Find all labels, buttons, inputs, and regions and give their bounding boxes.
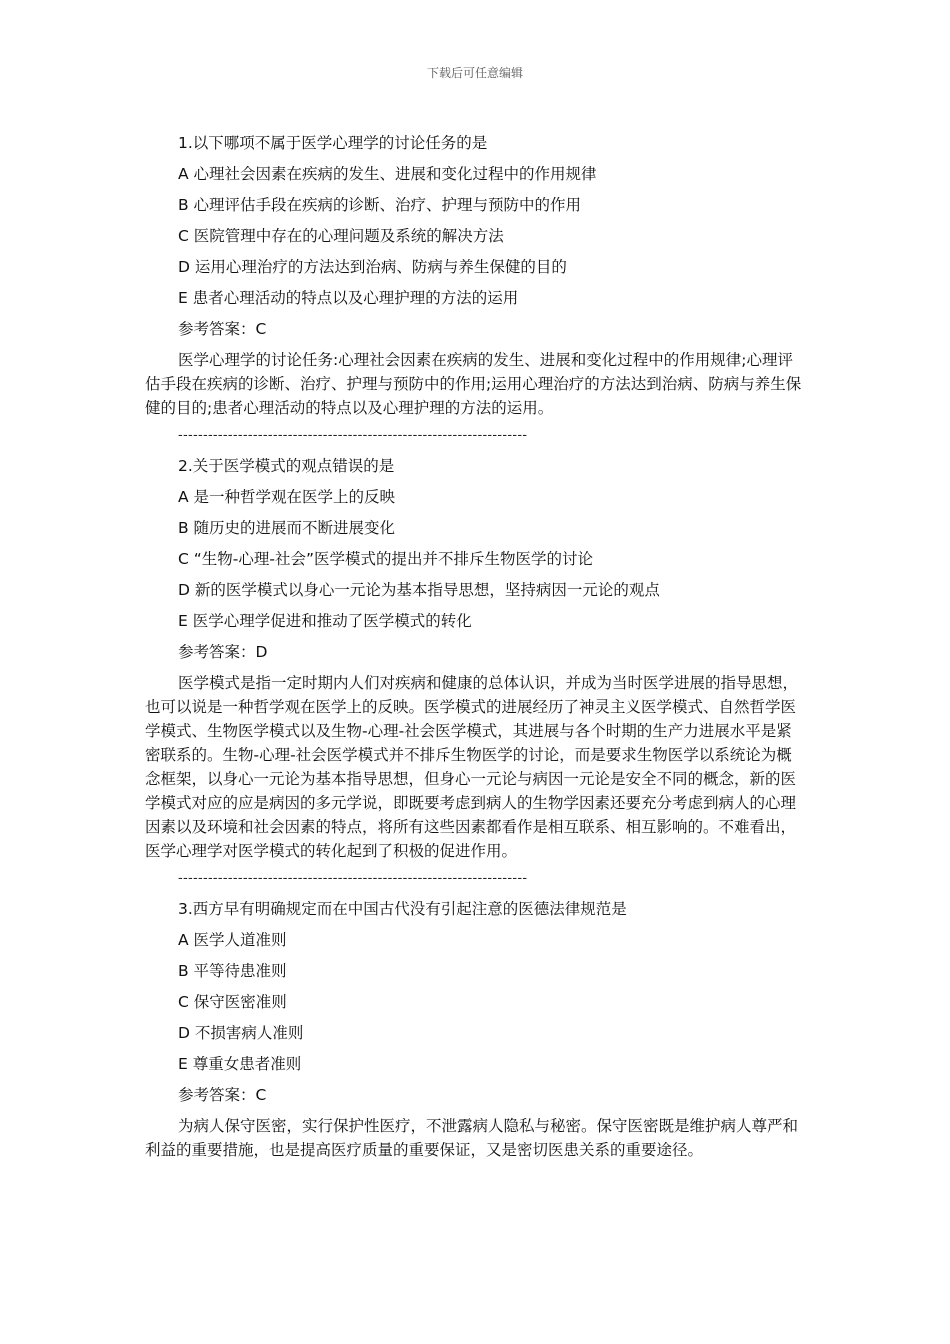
reference-answer: 参考答案：C: [178, 1086, 267, 1104]
question-2: [145, 451, 805, 864]
reference-answer: 参考答案：D: [178, 643, 268, 661]
option-e: E 尊重女患者准则: [178, 1055, 302, 1073]
question-title: 1.以下哪项不属于医学心理学的讨论任务的是: [178, 134, 488, 152]
document-body: [145, 128, 805, 1163]
option-d: D 运用心理治疗的方法达到治病、防病与养生保健的目的: [178, 258, 567, 276]
option-a: A 心理社会因素在疾病的发生、进展和变化过程中的作用规律: [178, 165, 597, 183]
question-1: [145, 128, 805, 421]
question-3: [145, 894, 805, 1163]
question-title: 3.西方早有明确规定而在中国古代没有引起注意的医德法律规范是: [178, 900, 627, 918]
option-d: D 不损害病人准则: [178, 1024, 304, 1042]
option-c: C 医院管理中存在的心理问题及系统的解决方法: [178, 227, 504, 245]
option-c: C “生物-心理-社会”医学模式的提出并不排斥生物医学的讨论: [178, 550, 593, 568]
explanation: 医学心理学的讨论任务:心理社会因素在疾病的发生、进展和变化过程中的作用规律;心理评估手段在疾病的诊断、治疗、护理与预防中的作用;运用心理治疗的方法达到治病、防病与养生保健的目的;患者心理活动的特点以及心理护理的方法的运用。: [145, 351, 802, 417]
option-b: B 心理评估手段在疾病的诊断、治疗、护理与预防中的作用: [178, 196, 582, 214]
explanation: 医学模式是指一定时期内人们对疾病和健康的总体认识，并成为当时医学进展的指导思想，也可以说是一种哲学观在医学上的反映。医学模式的进展经历了神灵主义医学模式、自然哲学医学模式、生物医学模式以及生物-心理-社会医学模式，其进展与各个时期的生产力进展水平是紧密联系的。生物-心理-社会医学模式并不排斥生物医学的讨论，而是要求生物医学以系统论为概念框架，以身心一元论为基本指导思想，但身心一元论与病因一元论是安全不同的概念，新的医学模式对应的应是病因的多元学说，即既要考虑到病人的生物学因素还要充分考虑到病人的心理因素以及环境和社会因素的特点，将所有这些因素都看作是相互联系、相互影响的。不难看出，医学心理学对医学模式的转化起到了积极的促进作用。: [145, 674, 799, 860]
explanation: 为病人保守医密，实行保护性医疗，不泄露病人隐私与秘密。保守医密既是维护病人尊严和利益的重要措施，也是提高医疗质量的重要保证，又是密切医患关系的重要途径。: [145, 1117, 799, 1159]
option-e: E 医学心理学促进和推动了医学模式的转化: [178, 612, 472, 630]
option-a: A 医学人道准则: [178, 931, 287, 949]
reference-answer: 参考答案：C: [178, 320, 267, 338]
separator-line: ----------------------------------------------------------------------: [178, 871, 528, 886]
option-a: A 是一种哲学观在医学上的反映: [178, 488, 396, 506]
option-d: D 新的医学模式以身心一元论为基本指导思想，坚持病因一元论的观点: [178, 581, 660, 599]
separator-line: ----------------------------------------------------------------------: [178, 428, 528, 443]
option-e: E 患者心理活动的特点以及心理护理的方法的运用: [178, 289, 519, 307]
question-title: 2.关于医学模式的观点错误的是: [178, 457, 395, 475]
page-header: 下载后可任意编辑: [426, 66, 523, 80]
option-b: B 随历史的进展而不断进展变化: [178, 519, 396, 537]
option-b: B 平等待患准则: [178, 962, 287, 980]
option-c: C 保守医密准则: [178, 993, 287, 1011]
